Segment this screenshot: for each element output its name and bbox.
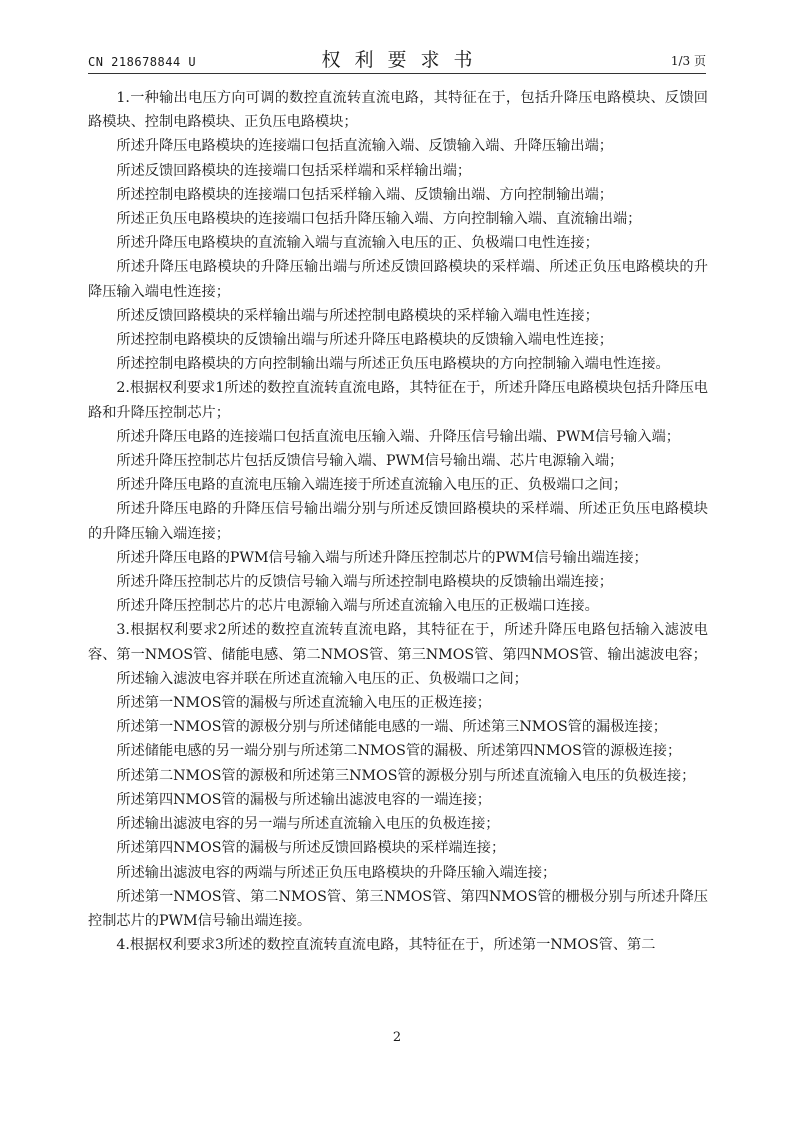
claim-paragraph: 所述输出滤波电容的两端与所述正负压电路模块的升降压输入端连接； [116,864,557,881]
claim-paragraph: 所述储能电感的另一端分别与所述第二NMOS管的漏极、所述第四NMOS管的源极连接； [116,743,682,760]
claim-paragraph: 3.根据权利要求2所述的数控直流转直流电路，其特征在于，所述升降压电路包括输入滤波电容、第一NMOS管、储能电感、第二NMOS管、第三NMOS管、第四NMOS管、输出滤波电容； [88,622,708,663]
claim-paragraph: 所述控制电路模块的反馈输出端与所述升降压电路模块的反馈输入端电性连接； [116,332,613,349]
claim-paragraph: 所述升降压电路的连接端口包括直流电压输入端、升降压信号输出端、PWM信号输入端； [116,428,680,445]
document-title: 权利要求书 [321,49,487,71]
claim-paragraph: 所述反馈回路模块的连接端口包括采样端和采样输出端； [116,162,472,179]
claim-paragraph: 所述升降压控制芯片的芯片电源输入端与所述直流输入电压的正极端口连接。 [116,598,599,615]
claim-paragraph: 所述升降压电路的升降压信号输出端分别与所述反馈回路模块的采样端、所述正负压电路模块的升降压输入端连接； [88,501,708,542]
patent-number: CN 218678844 U [88,55,197,69]
claim-paragraph: 所述升降压电路模块的升降压输出端与所述反馈回路模块的采样端、所述正负压电路模块的升降压输入端电性连接； [88,259,708,300]
claim-paragraph: 2.根据权利要求1所述的数控直流转直流电路，其特征在于，所述升降压电路模块包括升降压电路和升降压控制芯片； [88,380,708,421]
claim-paragraph: 所述升降压控制芯片的反馈信号输入端与所述控制电路模块的反馈输出端连接； [116,574,613,591]
claim-paragraph: 所述第四NMOS管的漏极与所述输出滤波电容的一端连接； [116,791,491,808]
claim-paragraph: 1.一种输出电压方向可调的数控直流转直流电路，其特征在于，包括升降压电路模块、反馈回路模块、控制电路模块、正负压电路模块； [88,90,708,131]
claim-paragraph: 所述正负压电路模块的连接端口包括升降压输入端、方向控制输入端、直流输出端； [116,211,642,228]
claim-paragraph: 所述反馈回路模块的采样输出端与所述控制电路模块的采样输入端电性连接； [116,307,599,324]
claim-paragraph: 所述第二NMOS管的源极和所述第三NMOS管的源极分别与所述直流输入电压的负极连接； [116,767,696,784]
claim-paragraph: 所述升降压控制芯片包括反馈信号输入端、PWM信号输出端、芯片电源输入端； [116,453,624,470]
claim-paragraph: 所述第一NMOS管、第二NMOS管、第三NMOS管、第四NMOS管的栅极分别与所述升降压控制芯片的PWM信号输出端连接。 [88,888,708,929]
page-number: 2 [392,1030,402,1045]
claim-paragraph: 所述升降压电路的PWM信号输入端与所述升降压控制芯片的PWM信号输出端连接； [116,549,648,566]
claim-paragraph: 所述输出滤波电容的另一端与所述直流输入电压的负极连接； [116,816,500,833]
claim-paragraph: 所述升降压电路的直流电压输入端连接于所述直流输入电压的正、负极端口之间； [116,477,628,494]
claim-paragraph: 所述第一NMOS管的源极分别与所述储能电感的一端、所述第三NMOS管的漏极连接； [116,719,667,736]
claim-paragraph: 所述输入滤波电容并联在所述直流输入电压的正、负极端口之间； [116,670,528,687]
header-divider [88,73,706,74]
claim-paragraph: 所述第一NMOS管的漏极与所述直流输入电压的正极连接； [116,695,491,712]
claim-paragraph: 所述控制电路模块的连接端口包括采样输入端、反馈输出端、方向控制输出端； [116,186,613,203]
claim-paragraph: 所述升降压电路模块的直流输入端与直流输入电压的正、负极端口电性连接； [116,235,599,252]
claim-paragraph: 4.根据权利要求3所述的数控直流转直流电路，其特征在于，所述第一NMOS管、第二 [116,937,656,954]
page-header [88,46,706,72]
claims-body [88,86,708,957]
claim-paragraph: 所述第四NMOS管的漏极与所述反馈回路模块的采样端连接； [116,840,506,857]
claim-paragraph: 所述控制电路模块的方向控制输出端与所述正负压电路模块的方向控制输入端电性连接。 [116,356,670,373]
claim-paragraph: 所述升降压电路模块的连接端口包括直流输入端、反馈输入端、升降压输出端； [116,138,613,155]
page-info: 1/3 页 [670,54,706,68]
